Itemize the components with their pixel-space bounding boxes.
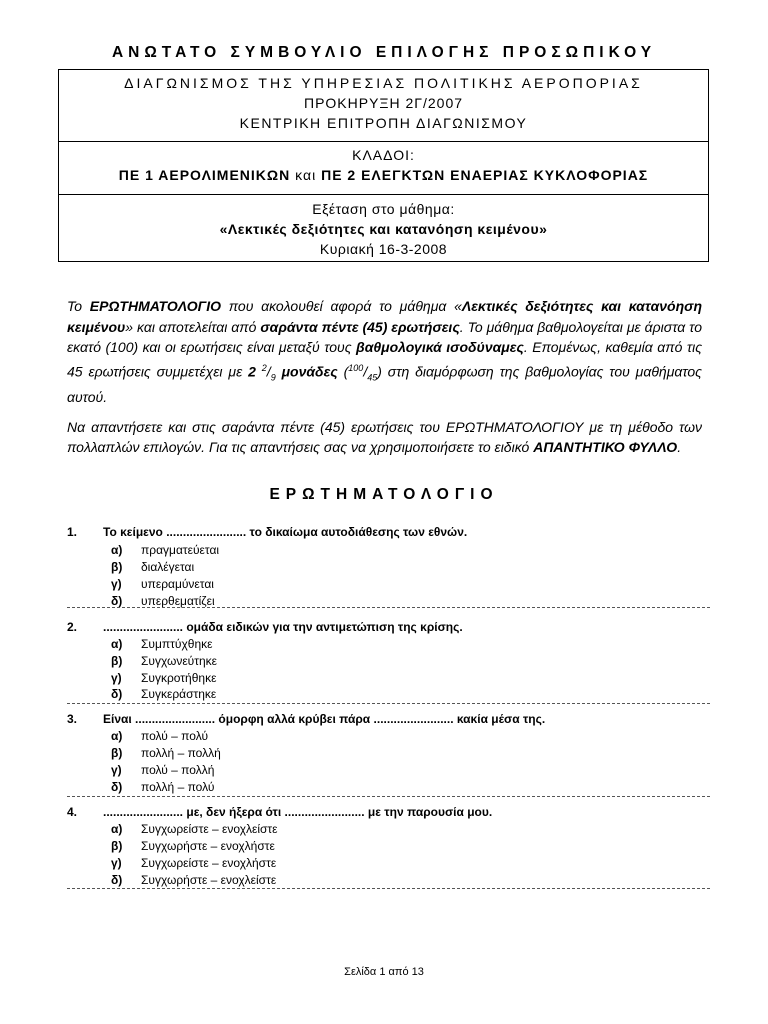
page-title: ΑΝΩΤΑΤΟ ΣΥΜΒΟΥΛΙΟ ΕΠΙΛΟΓΗΣ ΠΡΟΣΩΠΙΚΟΥ	[111, 44, 657, 61]
question-separator	[67, 703, 710, 704]
option-d: δ) πολλή – πολύ	[111, 780, 215, 794]
option-b: β) πολλή – πολλή	[111, 746, 221, 760]
question-number: 4.	[67, 805, 78, 819]
option-c: γ) υπεραμύνεται	[111, 577, 214, 591]
option-a: α) πολύ – πολύ	[111, 729, 209, 743]
option-a: α) Συγχωρείστε – ενοχλείστε	[111, 822, 278, 836]
page-footer: Σελίδα 1 από 13	[344, 966, 424, 978]
exam-date: Κυριακή 16-3-2008	[319, 241, 448, 257]
branch-2: ΠΕ 2 ΕΛΕΓΚΤΩΝ ΕΝΑΕΡΙΑΣ ΚΥΚΛΟΦΟΡΙΑΣ	[321, 167, 649, 183]
question-number: 2.	[67, 620, 78, 634]
option-d: δ) υπερθεματίζει	[111, 594, 215, 608]
branches-label: ΚΛΑΔΟΙ:	[352, 147, 415, 163]
exam-subject: «Λεκτικές δεξιότητες και κατανόηση κειμένου»	[219, 221, 548, 237]
option-b: β) Συγχωρήστε – ενοχλήστε	[111, 839, 275, 853]
question-stem: ........................ με, δεν ήξερα ότι ........................ με την παρουσία μου.	[103, 805, 493, 819]
exam-label: Εξέταση στο μάθημα:	[312, 201, 455, 217]
option-b: β) Συγχωνεύτηκε	[111, 654, 218, 668]
option-a: α) Συμπτύχθηκε	[111, 637, 213, 651]
branch-joiner: και	[295, 167, 317, 183]
branch-1: ΠΕ 1 ΑΕΡΟΛΙΜΕΝΙΚΩΝ	[118, 167, 291, 183]
option-c: γ) Συγχωρείστε – ενοχλήστε	[111, 856, 277, 870]
question-stem: Το κείμενο ........................ το δικαίωμα αυτοδιάθεσης των εθνών.	[103, 525, 468, 539]
exam-info	[59, 199, 708, 259]
competition-info	[59, 73, 708, 137]
questionnaire-title: ΕΡΩΤΗΜΑΤΟΛΟΓΙΟ	[269, 486, 499, 503]
question-number: 3.	[67, 712, 78, 726]
option-c: γ) πολύ – πολλή	[111, 763, 215, 777]
option-d: δ) Συγχωρήστε – ενοχλείστε	[111, 873, 277, 887]
divider	[59, 194, 708, 195]
option-c: γ) Συγκροτήθηκε	[111, 671, 217, 685]
header-box	[58, 69, 709, 262]
question-stem: ........................ ομάδα ειδικών για την αντιμετώπιση της κρίσης.	[103, 620, 463, 634]
question-stem: Είναι ........................ όμορφη αλλά κρύβει πάρα ........................ κακία μέσα της.	[103, 712, 546, 726]
divider	[59, 141, 708, 142]
competition-line: ΔΙΑΓΩΝΙΣΜΟΣ ΤΗΣ ΥΠΗΡΕΣΙΑΣ ΠΟΛΙΤΙΚΗΣ ΑΕΡΟΠΟΡΙΑΣ	[124, 75, 643, 91]
announcement-line: ΠΡΟΚΗΡΥΞΗ 2Γ/2007	[303, 95, 464, 111]
question-number: 1.	[67, 525, 78, 539]
option-d: δ) Συγκεράστηκε	[111, 687, 217, 701]
option-b: β) διαλέγεται	[111, 560, 195, 574]
question-separator	[67, 796, 710, 797]
instructions-paragraph-1: Το ΕΡΩΤΗΜΑΤΟΛΟΓΙΟ που ακολουθεί αφορά το μάθημα «Λεκτικές δεξιότητες και κατανόηση κειμένου» και αποτελείται από σαράντα πέντε (45) ερωτήσεις. Το μάθημα βαθμολογείται με άριστα το εκατό (100) και οι ερωτήσεις είναι μεταξύ τους βαθμολογικά ισοδύναμες. Επομένως, καθεμία από τις 45 ερωτήσεις συμμετέχει με 2 $^2/_9$ μονάδες $(^{100}/_{45})$ στη διαμόρφωση της βαθμολογίας του μαθήματος αυτού.	[67, 298, 703, 406]
branches-line	[59, 165, 708, 185]
question-separator	[67, 607, 710, 608]
committee-line: ΚΕΝΤΡΙΚΗ ΕΠΙΤΡΟΠΗ ΔΙΑΓΩΝΙΣΜΟΥ	[239, 115, 528, 131]
question-separator	[67, 888, 710, 889]
branches-info	[59, 145, 708, 185]
option-a: α) πραγματεύεται	[111, 543, 220, 557]
instructions-paragraph-2: Να απαντήσετε και στις σαράντα πέντε (45) ερωτήσεις του ΕΡΩΤΗΜΑΤΟΛΟΓΙΟΥ με τη μέθοδο των πολλαπλών επιλογών. Για τις απαντήσεις σας να χρησιμοποιήσετε το ειδικό ΑΠΑΝΤΗΤΙΚΟ ΦΥΛΛΟ.	[67, 418, 702, 456]
instructions	[67, 296, 702, 467]
